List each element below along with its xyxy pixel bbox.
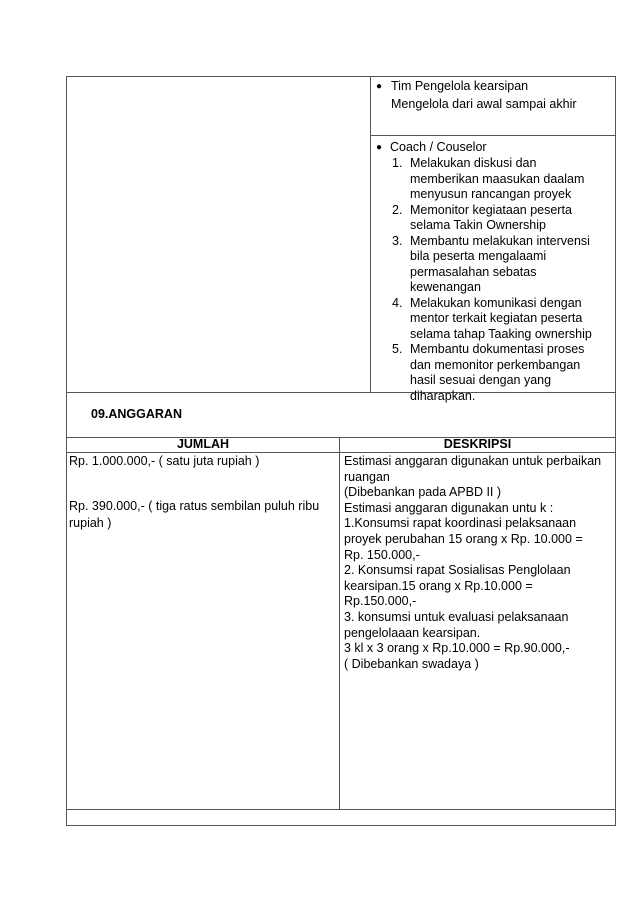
table-body-bottom <box>66 809 616 810</box>
deskripsi-line: 3 kl x 3 orang x Rp.10.000 = Rp.90.000,- <box>344 641 570 656</box>
budget-column-divider <box>339 437 340 809</box>
coach-item-line: Melakukan diskusi dan <box>410 156 537 170</box>
coach-item-line: selama tahap Taaking ownership <box>410 326 592 341</box>
coach-item-number: 1. <box>392 156 403 170</box>
outer-border-bottom <box>66 825 616 826</box>
coach-item-line: permasalahan sebatas <box>410 264 537 279</box>
coach-item-line: Membantu dokumentasi proses <box>410 342 585 356</box>
team-bullet-title: Tim Pengelola kearsipan <box>391 79 529 93</box>
deskripsi-line: 2. Konsumsi rapat Sosialisas Penglolaan <box>344 563 571 578</box>
coach-item-line: hasil sesuai dengan yang <box>410 373 552 387</box>
coach-item-line: memberikan maasukan daalam <box>410 171 585 186</box>
deskripsi-line: (Dibebankan pada APBD II ) <box>344 485 502 500</box>
deskripsi-line: ( Dibebankan swadaya ) <box>344 656 479 671</box>
team-bullet-desc: Mengelola dari awal sampai akhir <box>391 97 577 111</box>
coach-item-line: Melakukan komunikasi dengan <box>410 295 582 310</box>
coach-item-number: 5. <box>392 342 403 356</box>
bullet-icon: ● <box>376 142 383 153</box>
outer-border-right <box>615 76 616 826</box>
coach-item-number: 3. <box>392 233 403 248</box>
coach-item-line: Memonitor kegiataan peserta <box>410 202 572 217</box>
top-section-bottom <box>66 392 616 393</box>
coach-item-line: mentor terkait kegiatan peserta <box>410 311 583 325</box>
deskripsi-line: Estimasi anggaran digunakan untu k : <box>344 500 554 515</box>
jumlah-1: Rp. 1.000.000,- ( satu juta rupiah ) <box>69 454 260 468</box>
header-jumlah: JUMLAH <box>176 437 230 451</box>
coach-item-line: selama Takin Ownership <box>410 218 546 232</box>
deskripsi-line: ruangan <box>344 469 390 484</box>
section-title: 09.ANGGARAN <box>91 407 182 421</box>
coach-title: Coach / Couselor <box>390 140 487 154</box>
coach-item-line: menyusun rancangan proyek <box>410 187 572 201</box>
coach-item-number: 4. <box>392 295 403 310</box>
deskripsi-line: proyek perubahan 15 orang x Rp. 10.000 = <box>344 532 583 546</box>
jumlah-2-line1: Rp. 390.000,- ( tiga ratus sembilan puluh ribu <box>69 499 320 513</box>
top-column-divider <box>370 76 371 392</box>
team-row-divider <box>370 135 616 136</box>
header-row-bottom <box>66 452 616 453</box>
deskripsi-line: Rp.150.000,- <box>344 594 417 609</box>
header-deskripsi: DESKRIPSI <box>443 437 512 451</box>
coach-item-line: Membantu melakukan intervensi <box>410 233 590 248</box>
deskripsi-line: 1.Konsumsi rapat koordinasi pelaksanaan <box>344 516 577 531</box>
deskripsi-line: kearsipan.15 orang x Rp.10.000 = <box>344 578 533 593</box>
deskripsi-line: Rp. 150.000,- <box>344 547 420 562</box>
bullet-icon: ● <box>376 81 383 92</box>
deskripsi-line: 3. konsumsi untuk evaluasi pelaksanaan <box>344 610 569 624</box>
jumlah-2-line2: rupiah ) <box>69 516 112 530</box>
coach-item-line: bila peserta mengalaami <box>410 249 547 263</box>
deskripsi-line: pengelolaaan kearsipan. <box>344 625 481 640</box>
outer-border-top <box>66 76 616 77</box>
coach-item-line: kewenangan <box>410 280 481 294</box>
deskripsi-line: Estimasi anggaran digunakan untuk perbaikan <box>344 454 602 468</box>
coach-item-line: dan memonitor perkembangan <box>410 357 581 372</box>
coach-item-line: diharapkan. <box>410 388 476 403</box>
coach-item-number: 2. <box>392 202 403 217</box>
